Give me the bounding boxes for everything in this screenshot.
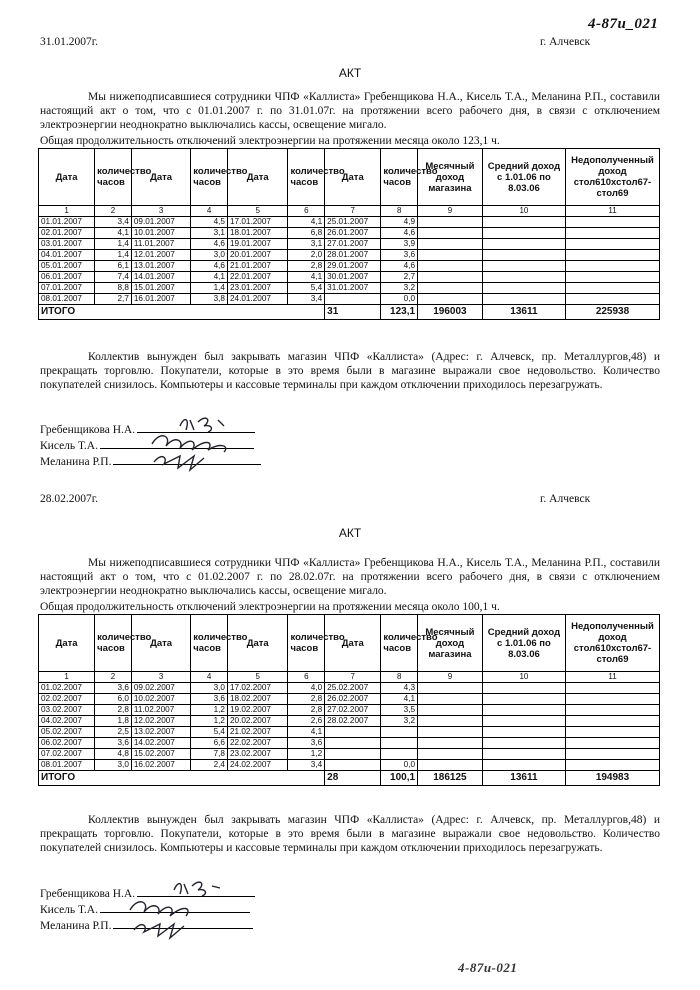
header-cell: количество часов <box>288 149 325 206</box>
total-label: ИТОГО <box>39 771 325 786</box>
hours-cell: 2,8 <box>95 705 132 716</box>
hours-cell: 0,0 <box>381 294 418 305</box>
hours-cell: 4,6 <box>191 239 228 250</box>
column-number: 8 <box>381 672 418 683</box>
hours-cell: 1,4 <box>191 283 228 294</box>
column-number: 2 <box>95 672 132 683</box>
empty-cell <box>482 738 565 749</box>
act-city: г. Алчевск <box>540 493 591 505</box>
hours-cell: 4,3 <box>381 683 418 694</box>
date-cell: 05.01.2007 <box>39 261 95 272</box>
outage-table <box>38 614 660 786</box>
empty-cell <box>566 716 660 727</box>
table-row <box>39 239 660 250</box>
column-number: 10 <box>482 672 565 683</box>
hours-cell: 3,5 <box>381 705 418 716</box>
date-cell: 05.02.2007 <box>39 727 95 738</box>
empty-cell <box>566 727 660 738</box>
empty-cell <box>418 760 483 771</box>
hours-cell: 6,1 <box>95 261 132 272</box>
total-row <box>39 305 660 320</box>
empty-cell <box>418 250 483 261</box>
empty-cell <box>566 760 660 771</box>
date-cell: 15.01.2007 <box>131 283 190 294</box>
empty-cell <box>482 294 565 305</box>
table-body <box>39 217 660 305</box>
empty-cell <box>482 228 565 239</box>
header-cell: Недополученный доход стол610хстол67-стол69 <box>566 615 660 672</box>
empty-cell <box>482 250 565 261</box>
hours-cell: 2,8 <box>288 261 325 272</box>
table-row <box>39 250 660 261</box>
table-row <box>39 683 660 694</box>
date-cell: 20.01.2007 <box>227 250 287 261</box>
column-number: 1 <box>39 206 95 217</box>
hours-cell: 3,0 <box>191 250 228 261</box>
empty-cell <box>482 760 565 771</box>
outage-table <box>38 148 660 320</box>
total-days: 28 <box>325 771 381 786</box>
date-cell: 10.01.2007 <box>131 228 190 239</box>
date-cell: 13.01.2007 <box>131 261 190 272</box>
hours-cell: 3,4 <box>288 760 325 771</box>
hours-cell: 3,6 <box>288 738 325 749</box>
date-cell: 01.01.2007 <box>39 217 95 228</box>
hours-cell: 4,5 <box>191 217 228 228</box>
act-city: г. Алчевск <box>540 36 591 48</box>
hours-cell: 3,0 <box>95 760 132 771</box>
hours-cell: 1,4 <box>95 239 132 250</box>
table-row <box>39 217 660 228</box>
empty-cell <box>482 749 565 760</box>
hours-cell <box>381 727 418 738</box>
hours-cell <box>381 738 418 749</box>
date-cell: 22.02.2007 <box>227 738 287 749</box>
total-hours: 100,1 <box>381 771 418 786</box>
hours-cell: 3,2 <box>381 716 418 727</box>
act-date: 28.02.2007г. <box>40 493 99 505</box>
column-number: 2 <box>95 206 132 217</box>
total-monthly-income: 196003 <box>418 305 483 320</box>
signer-name: Меланина Р.П. <box>40 920 112 932</box>
hours-cell: 3,6 <box>95 738 132 749</box>
date-cell: 07.01.2007 <box>39 283 95 294</box>
document-stamp-bottom: 4-87и-021 <box>458 960 518 975</box>
act-title: АКТ <box>338 66 362 80</box>
total-days: 31 <box>325 305 381 320</box>
signer-name: Кисель Т.А. <box>40 904 98 916</box>
act-intro: Мы нижеподписавшиеся сотрудники ЧПФ «Каллиста» Гребенщикова Н.А., Кисель Т.А., Меланина Р.П., составили настоящий акт о том, что с 01.01.2007 г. по 31.01.07г. на протяжении всего рабочего дня, в связи с отключением электроэнергии неоднократно выключались кассы, освещение мигало. <box>40 91 660 131</box>
table-header-row <box>39 149 660 206</box>
empty-cell <box>482 727 565 738</box>
empty-cell <box>482 217 565 228</box>
header-cell: Дата <box>227 615 287 672</box>
column-number: 9 <box>418 672 483 683</box>
date-cell: 06.02.2007 <box>39 738 95 749</box>
date-cell: 08.01.2007 <box>39 760 95 771</box>
empty-cell <box>482 683 565 694</box>
table-row <box>39 749 660 760</box>
header-cell: количество часов <box>191 615 228 672</box>
table-row <box>39 760 660 771</box>
act-date: 31.01.2007г. <box>40 36 99 48</box>
hours-cell: 6,6 <box>191 738 228 749</box>
empty-cell <box>566 250 660 261</box>
header-cell: Дата <box>325 149 381 206</box>
empty-cell <box>482 705 565 716</box>
table-row <box>39 272 660 283</box>
hours-cell: 4,6 <box>381 228 418 239</box>
date-cell: 11.02.2007 <box>131 705 190 716</box>
column-number: 11 <box>566 206 660 217</box>
signer-name: Гребенщикова Н.А. <box>40 888 136 900</box>
hours-cell: 3,0 <box>191 683 228 694</box>
empty-cell <box>482 272 565 283</box>
date-cell: 19.01.2007 <box>227 239 287 250</box>
hours-cell: 3,1 <box>288 239 325 250</box>
header-cell: Месячный доход магазина <box>418 615 483 672</box>
date-cell: 22.01.2007 <box>227 272 287 283</box>
hours-cell: 8,8 <box>95 283 132 294</box>
hours-cell: 5,4 <box>191 727 228 738</box>
hours-cell: 4,1 <box>288 217 325 228</box>
date-cell: 21.02.2007 <box>227 727 287 738</box>
date-cell: 15.02.2007 <box>131 749 190 760</box>
empty-cell <box>418 705 483 716</box>
hours-cell: 4,1 <box>288 727 325 738</box>
hours-cell: 2,0 <box>288 250 325 261</box>
date-cell: 16.02.2007 <box>131 760 190 771</box>
hours-cell: 1,2 <box>191 705 228 716</box>
date-cell: 31.01.2007 <box>325 283 381 294</box>
hours-cell: 3,9 <box>381 239 418 250</box>
date-cell: 12.02.2007 <box>131 716 190 727</box>
empty-cell <box>418 294 483 305</box>
date-cell: 03.01.2007 <box>39 239 95 250</box>
date-cell: 09.02.2007 <box>131 683 190 694</box>
header-cell: количество часов <box>95 615 132 672</box>
column-number: 11 <box>566 672 660 683</box>
column-number: 6 <box>288 206 325 217</box>
hours-cell: 3,4 <box>95 217 132 228</box>
act-closing: Коллектив вынужден был закрывать магазин ЧПФ «Каллиста» (Адрес: г. Алчевск, пр. Металлургов,48) и прекращать торговлю. Покупатели, которые в это время были в магазине выражали свое недовольство. Количество покупателей снизилось. Компьютеры и кассовые терминалы при каждом отключении приходилось перезагружать. <box>40 814 660 854</box>
table-body <box>39 683 660 771</box>
signer-name: Кисель Т.А. <box>40 440 98 452</box>
date-cell: 17.02.2007 <box>227 683 287 694</box>
hours-cell: 2,4 <box>191 760 228 771</box>
date-cell: 28.01.2007 <box>325 250 381 261</box>
date-cell: 14.01.2007 <box>131 272 190 283</box>
date-cell: 03.02.2007 <box>39 705 95 716</box>
hours-cell: 4,6 <box>191 261 228 272</box>
date-cell: 04.02.2007 <box>39 716 95 727</box>
hours-cell: 6,0 <box>95 694 132 705</box>
column-number: 4 <box>191 206 228 217</box>
date-cell: 16.01.2007 <box>131 294 190 305</box>
column-number: 10 <box>482 206 565 217</box>
header-cell: количество часов <box>191 149 228 206</box>
empty-cell <box>566 272 660 283</box>
total-row <box>39 771 660 786</box>
hours-cell: 3,6 <box>381 250 418 261</box>
hours-cell: 2,8 <box>288 705 325 716</box>
hours-cell: 1,8 <box>95 716 132 727</box>
date-cell: 25.01.2007 <box>325 217 381 228</box>
table-row <box>39 727 660 738</box>
date-cell: 02.02.2007 <box>39 694 95 705</box>
date-cell: 26.02.2007 <box>325 694 381 705</box>
empty-cell <box>566 261 660 272</box>
table-row <box>39 694 660 705</box>
act-intro: Мы нижеподписавшиеся сотрудники ЧПФ «Каллиста» Гребенщикова Н.А., Кисель Т.А., Меланина Р.П., составили настоящий акт о том, что с 01.02.2007 г. по 28.02.07г. на протяжении всего рабочего дня, в связи с отключением электроэнергии неоднократно выключались кассы, освещение мигало. <box>40 557 660 597</box>
total-label: ИТОГО <box>39 305 325 320</box>
empty-cell <box>566 283 660 294</box>
act-summary: Общая продолжительность отключений электроэнергии на протяжении месяца около 123,1 ч. <box>40 135 500 147</box>
hours-cell: 4,9 <box>381 217 418 228</box>
hours-cell: 1,4 <box>95 250 132 261</box>
act-title: АКТ <box>338 526 362 540</box>
hours-cell: 5,4 <box>288 283 325 294</box>
header-cell: Дата <box>39 615 95 672</box>
hours-cell: 3,6 <box>95 683 132 694</box>
date-cell: 23.02.2007 <box>227 749 287 760</box>
empty-cell <box>418 261 483 272</box>
empty-cell <box>418 283 483 294</box>
column-number: 5 <box>227 672 287 683</box>
hours-cell: 4,6 <box>381 261 418 272</box>
empty-cell <box>566 694 660 705</box>
header-cell: Средний доход с 1.01.06 по 8.03.06 <box>482 149 565 206</box>
header-cell: Дата <box>227 149 287 206</box>
date-cell: 10.02.2007 <box>131 694 190 705</box>
empty-cell <box>418 738 483 749</box>
total-average-income: 13611 <box>482 771 565 786</box>
date-cell: 12.01.2007 <box>131 250 190 261</box>
date-cell: 13.02.2007 <box>131 727 190 738</box>
table-row <box>39 705 660 716</box>
hours-cell: 4,8 <box>95 749 132 760</box>
hours-cell: 2,7 <box>381 272 418 283</box>
header-cell: количество часов <box>288 615 325 672</box>
column-number: 1 <box>39 672 95 683</box>
date-cell: 20.02.2007 <box>227 716 287 727</box>
hours-cell: 7,4 <box>95 272 132 283</box>
table-row <box>39 283 660 294</box>
empty-cell <box>418 272 483 283</box>
date-cell: 07.02.2007 <box>39 749 95 760</box>
act-closing: Коллектив вынужден был закрывать магазин ЧПФ «Каллиста» (Адрес: г. Алчевск, пр. Металлургов,48) и прекращать торговлю. Покупатели, которые в это время были в магазине выражали свое недовольство. Количество покупателей снизилось. Компьютеры и кассовые терминалы при каждом отключении приходилось перезагружать. <box>40 351 660 391</box>
date-cell: 11.01.2007 <box>131 239 190 250</box>
date-cell: 18.01.2007 <box>227 228 287 239</box>
column-number-row <box>39 206 660 217</box>
column-number: 4 <box>191 672 228 683</box>
empty-cell <box>418 694 483 705</box>
total-lost-income: 225938 <box>566 305 660 320</box>
empty-cell <box>418 716 483 727</box>
table-row <box>39 261 660 272</box>
act-summary: Общая продолжительность отключений электроэнергии на протяжении месяца около 100,1 ч. <box>40 601 500 613</box>
date-cell: 30.01.2007 <box>325 272 381 283</box>
hours-cell: 4,0 <box>288 683 325 694</box>
date-cell: 27.01.2007 <box>325 239 381 250</box>
hours-cell: 7,8 <box>191 749 228 760</box>
empty-cell <box>418 239 483 250</box>
date-cell: 02.01.2007 <box>39 228 95 239</box>
total-average-income: 13611 <box>482 305 565 320</box>
empty-cell <box>566 683 660 694</box>
hours-cell <box>381 749 418 760</box>
date-cell: 04.01.2007 <box>39 250 95 261</box>
date-cell: 24.01.2007 <box>227 294 287 305</box>
column-number: 7 <box>325 672 381 683</box>
hours-cell: 3,2 <box>381 283 418 294</box>
empty-cell <box>482 694 565 705</box>
header-cell: Дата <box>39 149 95 206</box>
document-stamp: 4-87и_021 <box>588 16 659 32</box>
hours-cell: 2,7 <box>95 294 132 305</box>
header-cell: Недополученный доход стол610хстол67-стол69 <box>566 149 660 206</box>
date-cell: 17.01.2007 <box>227 217 287 228</box>
empty-cell <box>418 727 483 738</box>
handwritten-signature <box>120 876 230 940</box>
hours-cell: 4,1 <box>288 272 325 283</box>
date-cell: 09.01.2007 <box>131 217 190 228</box>
empty-cell <box>566 294 660 305</box>
header-cell: количество часов <box>381 615 418 672</box>
date-cell: 19.02.2007 <box>227 705 287 716</box>
table-row <box>39 738 660 749</box>
empty-cell <box>482 283 565 294</box>
date-cell: 24.02.2007 <box>227 760 287 771</box>
hours-cell: 2,8 <box>288 694 325 705</box>
date-cell: 21.01.2007 <box>227 261 287 272</box>
empty-cell <box>566 749 660 760</box>
date-cell: 14.02.2007 <box>131 738 190 749</box>
date-cell: 29.01.2007 <box>325 261 381 272</box>
empty-cell <box>482 716 565 727</box>
header-cell: Средний доход с 1.01.06 по 8.03.06 <box>482 615 565 672</box>
empty-cell <box>482 261 565 272</box>
date-cell: 25.02.2007 <box>325 683 381 694</box>
empty-cell <box>566 217 660 228</box>
hours-cell: 4,1 <box>381 694 418 705</box>
signer-name: Меланина Р.П. <box>40 456 112 468</box>
header-cell: количество часов <box>381 149 418 206</box>
table-row <box>39 228 660 239</box>
empty-cell <box>418 683 483 694</box>
date-cell: 28.02.2007 <box>325 716 381 727</box>
header-cell: Месячный доход магазина <box>418 149 483 206</box>
hours-cell: 1,2 <box>288 749 325 760</box>
hours-cell: 6,8 <box>288 228 325 239</box>
date-cell: 27.02.2007 <box>325 705 381 716</box>
date-cell <box>325 294 381 305</box>
empty-cell <box>566 228 660 239</box>
header-cell: Дата <box>325 615 381 672</box>
table-header-row <box>39 615 660 672</box>
hours-cell: 1,2 <box>191 716 228 727</box>
hours-cell: 3,6 <box>191 694 228 705</box>
hours-cell: 2,6 <box>288 716 325 727</box>
date-cell: 18.02.2007 <box>227 694 287 705</box>
hours-cell: 4,1 <box>191 272 228 283</box>
column-number: 3 <box>131 672 190 683</box>
column-number: 7 <box>325 206 381 217</box>
date-cell: 06.01.2007 <box>39 272 95 283</box>
empty-cell <box>566 738 660 749</box>
total-monthly-income: 186125 <box>418 771 483 786</box>
empty-cell <box>418 228 483 239</box>
column-number: 5 <box>227 206 287 217</box>
date-cell: 01.02.2007 <box>39 683 95 694</box>
column-number-row <box>39 672 660 683</box>
empty-cell <box>566 705 660 716</box>
empty-cell <box>566 239 660 250</box>
date-cell: 26.01.2007 <box>325 228 381 239</box>
table-row <box>39 294 660 305</box>
hours-cell: 3,8 <box>191 294 228 305</box>
header-cell: Дата <box>131 615 190 672</box>
date-cell <box>325 738 381 749</box>
header-cell: Дата <box>131 149 190 206</box>
table-row <box>39 716 660 727</box>
hours-cell: 2,5 <box>95 727 132 738</box>
empty-cell <box>482 239 565 250</box>
signer-name: Гребенщикова Н.А. <box>40 424 136 436</box>
column-number: 3 <box>131 206 190 217</box>
header-cell: количество часов <box>95 149 132 206</box>
total-lost-income: 194983 <box>566 771 660 786</box>
empty-cell <box>418 749 483 760</box>
empty-cell <box>418 217 483 228</box>
handwritten-signature <box>150 412 250 472</box>
date-cell: 08.01.2007 <box>39 294 95 305</box>
hours-cell: 0,0 <box>381 760 418 771</box>
date-cell <box>325 727 381 738</box>
hours-cell: 4,1 <box>95 228 132 239</box>
total-hours: 123,1 <box>381 305 418 320</box>
column-number: 6 <box>288 672 325 683</box>
column-number: 8 <box>381 206 418 217</box>
column-number: 9 <box>418 206 483 217</box>
date-cell <box>325 749 381 760</box>
date-cell: 23.01.2007 <box>227 283 287 294</box>
hours-cell: 3,1 <box>191 228 228 239</box>
date-cell <box>325 760 381 771</box>
hours-cell: 3,4 <box>288 294 325 305</box>
